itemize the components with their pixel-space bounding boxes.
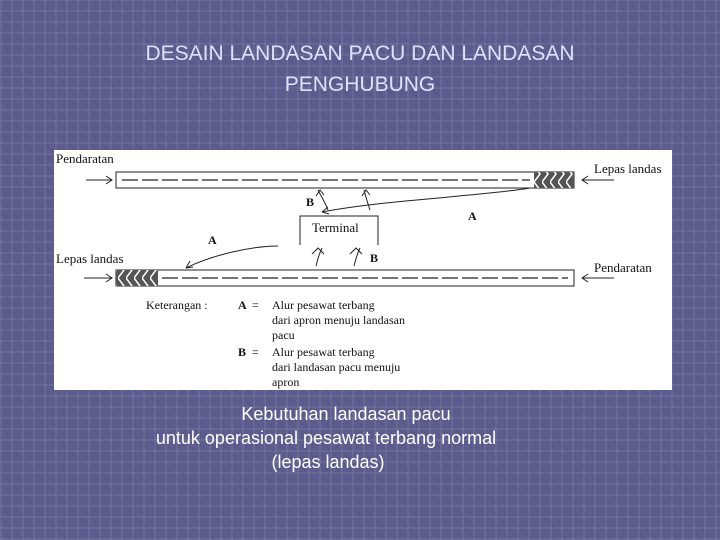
legend-a-line-2: dari apron menuju landasan	[272, 313, 405, 327]
takeoff-arrow-top-icon	[582, 176, 614, 184]
legend-key-b: B	[238, 345, 247, 359]
marker-a-bottom: A	[208, 233, 217, 247]
bottom-runway	[116, 270, 574, 286]
legend-title: Keterangan :	[146, 298, 208, 312]
slide-title-line-1: DESAIN LANDASAN PACU DAN LANDASAN	[145, 42, 575, 65]
figure-caption	[0, 402, 720, 474]
path-a-bottom	[186, 246, 278, 268]
legend-equals-b: =	[252, 345, 259, 359]
path-b-top-exits	[316, 190, 370, 210]
label-pendaratan-bottom: Pendaratan	[594, 260, 652, 275]
runway-diagram	[54, 150, 672, 390]
caption-line-3: (lepas landas)	[271, 452, 385, 472]
legend-key-a: A	[238, 298, 247, 312]
legend-a-line-3: pacu	[272, 328, 295, 342]
marker-b-bottom: B	[370, 251, 379, 265]
legend	[146, 298, 405, 389]
label-lepas-landas-bottom: Lepas landas	[56, 251, 124, 266]
legend-b-line-1: Alur pesawat terbang	[272, 345, 375, 359]
caption-line-1: Kebutuhan landasan pacu	[241, 404, 451, 424]
path-b-bottom-exits	[312, 248, 362, 266]
legend-b-line-2: dari landasan pacu menuju	[272, 360, 401, 374]
slide-title	[0, 38, 720, 100]
top-runway	[116, 172, 574, 188]
marker-b-top: B	[306, 195, 315, 209]
label-pendaratan-top: Pendaratan	[56, 151, 114, 166]
legend-equals-a: =	[252, 298, 259, 312]
legend-b-line-3: apron	[272, 375, 300, 389]
legend-a-line-1: Alur pesawat terbang	[272, 298, 375, 312]
label-lepas-landas-top: Lepas landas	[594, 161, 662, 176]
landing-arrow-top-icon	[86, 176, 112, 184]
landing-arrow-bottom-icon	[582, 274, 614, 282]
path-a-top	[322, 188, 530, 212]
takeoff-arrow-bottom-icon	[84, 274, 112, 282]
label-terminal: Terminal	[312, 220, 359, 235]
caption-line-2: untuk operasional pesawat terbang normal	[155, 428, 497, 448]
slide-title-line-2: PENGHUBUNG	[284, 73, 436, 96]
marker-a-top: A	[468, 209, 477, 223]
